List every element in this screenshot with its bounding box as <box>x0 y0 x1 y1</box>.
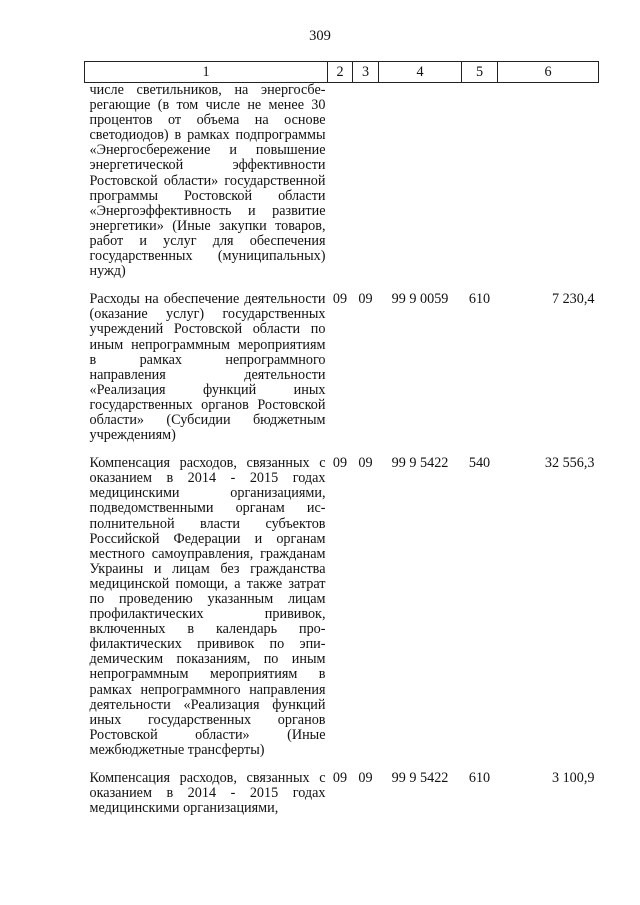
column-header-1: 1 <box>85 62 328 83</box>
row-section-code: 09 <box>332 291 348 308</box>
column-header-6: 6 <box>498 62 599 83</box>
row-amount <box>498 83 599 280</box>
row-section-code: 09 <box>332 770 348 787</box>
row-target-article-code: 99 9 5422 <box>391 455 449 472</box>
row-target-article-code: 99 9 0059 <box>391 291 449 308</box>
row-target-article-code <box>379 83 462 280</box>
row-description: Компенсация расходов, связанных с оказанием в 2014 - 2015 годах медицинскими организациями, подведомственными органам исполнительной власти субъектов Российской Федерации и органам местного самоуправления, гражданам Украины и лицам без гражданства медицинской помощи, а также затрат по проведению указанным лицам профилактических прививок, включенных в календарь профилактических прививок по эпидемическим показаниям, по иным непрограммным мероприятиям в рамках непрограммного направления деятельности «Реализация функций иных государственных органов Ростовской области» (Иные межбюджетные трансферты) <box>89 455 326 758</box>
column-header-5: 5 <box>462 62 498 83</box>
table-row <box>85 771 599 816</box>
row-expense-type-code <box>462 83 498 280</box>
row-subsection-code: 09 <box>358 770 373 787</box>
table-row <box>85 292 599 443</box>
column-header-3: 3 <box>353 62 379 83</box>
row-subsection-code: 09 <box>358 291 373 308</box>
row-expense-type-code: 610 <box>468 291 491 308</box>
row-section-code <box>328 83 353 280</box>
row-expense-type-code: 610 <box>468 770 491 787</box>
row-target-article-code: 99 9 5422 <box>391 770 449 787</box>
column-header-2: 2 <box>328 62 353 83</box>
row-description: Расходы на обеспечение деятельности (оказание услуг) государственных учреждений Ростовской области по иным непрограммным мероприятиям в рамках непрограммного направления деятельности «Реализация функций иных государственных органов Ростовской области» (Субсидии бюджетным учреждениям) <box>89 291 326 444</box>
column-header-4: 4 <box>379 62 462 83</box>
row-expense-type-code: 540 <box>468 455 491 472</box>
row-subsection-code: 09 <box>358 455 373 472</box>
table-header-row <box>85 62 599 83</box>
table-row <box>85 456 599 758</box>
row-section-code: 09 <box>332 455 348 472</box>
table-row <box>85 83 599 280</box>
page-number: 309 <box>309 28 331 44</box>
row-description: Компенсация расходов, связанных с оказанием в 2014 - 2015 годах медицинскими организациями, <box>89 770 326 817</box>
row-amount: 3 100,9 <box>551 770 595 787</box>
row-amount: 32 556,3 <box>544 455 595 472</box>
row-amount: 7 230,4 <box>551 291 595 308</box>
budget-table <box>84 61 599 816</box>
row-subsection-code <box>353 83 379 280</box>
row-description: числе светильников, на энергосберегающие (в том числе не менее 30 процентов от объема на основе светодиодов) в рамках подпрограммы «Энергосбережение и повышение энергетической эффективности Ростовской области» государственной программы Ростовской области «Энергоэффективность и развитие энергетики» (Иные закупки товаров, работ и услуг для обеспечения государственных (муниципальных) нужд) <box>89 82 326 280</box>
